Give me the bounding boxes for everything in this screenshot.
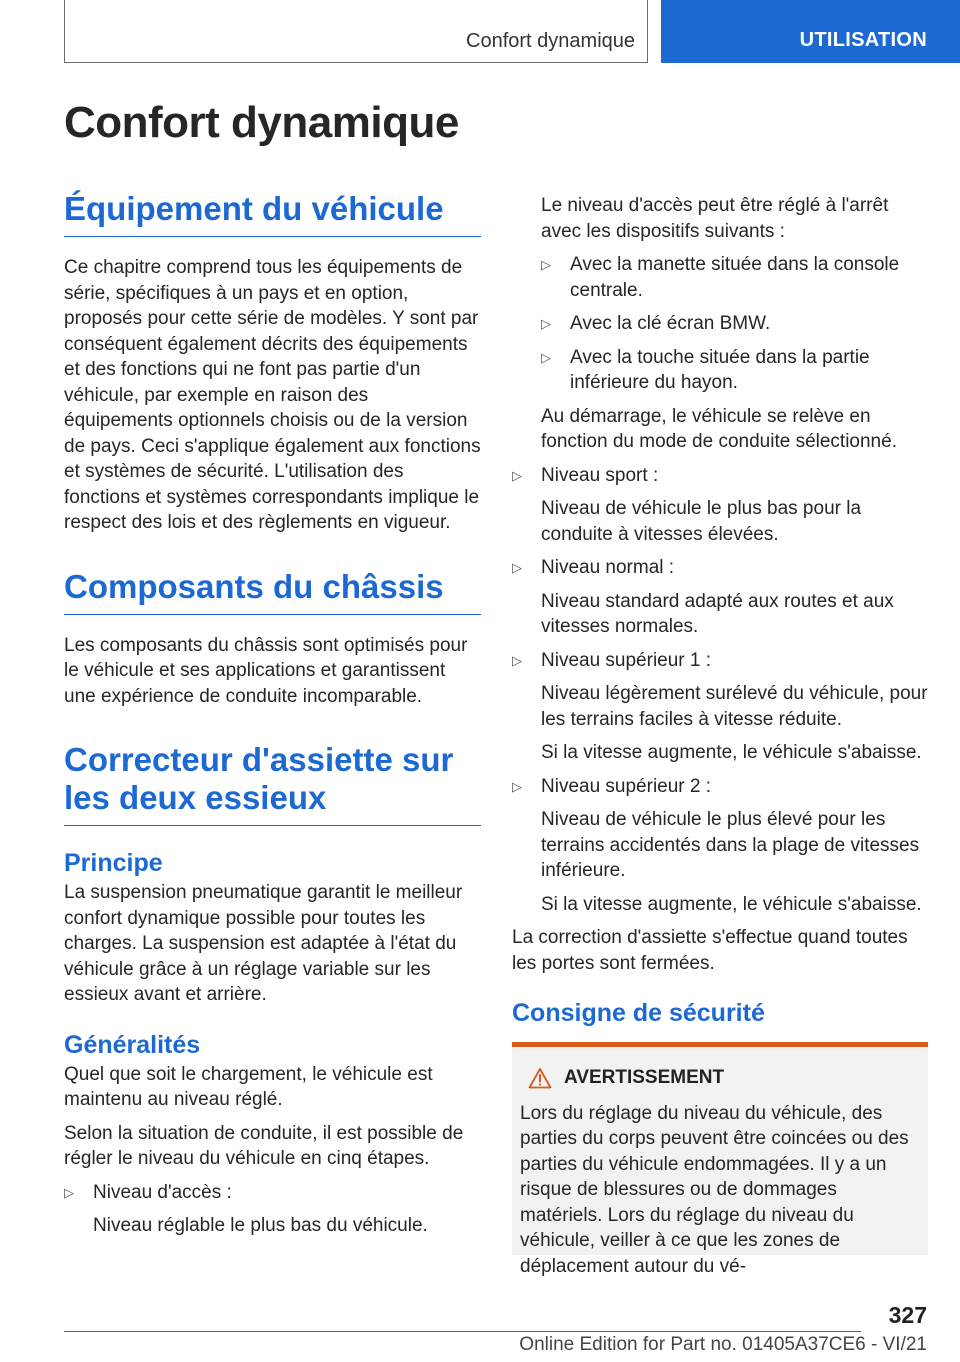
composants-body: Les composants du châssis sont optimisés pour le véhicule et ses applications et garantissent une expérience de conduite incomparable.	[64, 634, 468, 707]
bullet-triangle-icon: ▷	[512, 560, 522, 575]
warning-box	[512, 1042, 928, 1277]
bullet-triangle-icon: ▷	[512, 778, 522, 794]
list-item-device	[541, 345, 930, 396]
bullet-triangle-icon: ▷	[512, 652, 522, 668]
subsection-title-generalites: Généralités	[64, 1030, 201, 1059]
section-title-equipement: Équipement du véhicule	[64, 190, 481, 237]
list-item-acces	[64, 1180, 481, 1206]
sup2-label: Niveau supérieur 2 :	[541, 775, 712, 797]
subsection-title-securite: Consigne de sécurité	[512, 999, 765, 1027]
sup1-note: Si la vitesse augmente, le véhicule s'abaisse.	[541, 742, 922, 763]
section-title-composants: Composants du châssis	[64, 568, 481, 615]
acces-desc: Niveau réglable le plus bas du véhicule.	[93, 1215, 428, 1236]
subsection-title-principe: Principe	[64, 849, 163, 877]
page-number: 327	[888, 1302, 927, 1328]
equipement-body: Ce chapitre comprend tous les équipements de série, spécifiques à un pays et en option, proposés pour cette série de modèles. Y sont par conséquent également décrits des équipements et des fonctions qui ne font pas partie d'un véhicule, par exemple en raison des équipements optionnels choisis ou de la version de pays. Ceci s'applique également aux fonctions et systèmes de sécurité. L'utilisation des fonctions et systèmes correspondants implique le respect des lois et des règlements en vigueur.	[64, 257, 481, 533]
left-column	[64, 190, 481, 1247]
bullet-triangle-icon: ▷	[64, 1184, 74, 1200]
acces-note: Au démarrage, le véhicule se relève en fonction du mode de conduite sélectionné.	[541, 405, 897, 452]
header-chapter-label: UTILISATION	[799, 29, 927, 51]
warning-label: AVERTISSEMENT	[564, 1067, 725, 1088]
principe-body: La suspension pneumatique garantit le meilleur confort dynamique possible pour toutes les charges. La suspension est adaptée à l'état du véhicule grâce à un réglage variable sur les essieux avant et arrière.	[64, 882, 463, 1005]
generalites-p2: Selon la situation de conduite, il est possible de régler le niveau du véhicule en cinq étapes.	[64, 1122, 464, 1169]
normal-desc: Niveau standard adapté aux routes et aux vitesses normales.	[541, 590, 894, 637]
acces-intro: Le niveau d'accès peut être réglé à l'arrêt avec les dispositifs suivants :	[541, 195, 889, 242]
section-title-correcteur: Correcteur d'assiette sur les deux essieux	[64, 741, 481, 826]
warning-text: Lors du réglage du niveau du véhicule, des parties du corps peuvent être coincées ou des parties du véhicule endommagées. Il y a un risque de blessures ou de dommages matériels. Lors du réglage du niveau du véhicule, veiller à ce que les zones de déplacement autour du vé-	[520, 1102, 909, 1277]
list-item-sup2	[512, 774, 930, 800]
page-title: Confort dynamique	[64, 98, 459, 147]
sup2-note: Si la vitesse augmente, le véhicule s'abaisse.	[541, 893, 922, 915]
sport-desc: Niveau de véhicule le plus bas pour la conduite à vitesses élevées.	[541, 498, 862, 545]
bullet-triangle-icon: ▷	[541, 257, 551, 272]
list-item-normal	[512, 555, 930, 581]
sup2-desc: Niveau de véhicule le plus élevé pour les terrains accidentés dans la plage de vitesses inférieure.	[541, 809, 920, 881]
device-text: Avec la touche située dans la partie inférieure du hayon.	[570, 346, 870, 393]
list-item-device	[541, 252, 930, 303]
header-section-title: Confort dynamique	[466, 30, 635, 52]
list-item-sport	[512, 463, 930, 489]
right-column	[512, 193, 930, 1277]
bullet-triangle-icon: ▷	[541, 349, 551, 365]
closing-text: La correction d'assiette s'effectue quand toutes les portes sont fermées.	[512, 927, 908, 974]
sup1-label: Niveau supérieur 1 :	[541, 649, 712, 671]
device-text: Avec la manette située dans la console centrale.	[570, 254, 900, 301]
footer-divider	[64, 1331, 861, 1332]
acces-label: Niveau d'accès :	[93, 1181, 232, 1203]
sup1-desc: Niveau légèrement surélevé du véhicule, pour les terrains faciles à vitesse réduite.	[541, 683, 928, 730]
header-chapter-tab	[661, 0, 960, 63]
warning-header	[528, 1065, 920, 1091]
list-item-sup1	[512, 648, 930, 674]
device-text: Avec la clé écran BMW.	[570, 313, 771, 334]
bullet-triangle-icon: ▷	[541, 316, 551, 331]
header-section-box	[64, 0, 648, 63]
normal-label: Niveau normal :	[541, 557, 675, 578]
sport-label: Niveau sport :	[541, 464, 659, 486]
footer-edition: Online Edition for Part no. 01405A37CE6 - VI/21	[519, 1334, 927, 1355]
acces-devices-list	[512, 252, 930, 396]
bullet-triangle-icon: ▷	[512, 467, 522, 483]
warning-triangle-icon	[528, 1067, 552, 1089]
list-item-device	[541, 311, 930, 337]
generalites-p1: Quel que soit le chargement, le véhicule est maintenu au niveau réglé.	[64, 1063, 433, 1110]
